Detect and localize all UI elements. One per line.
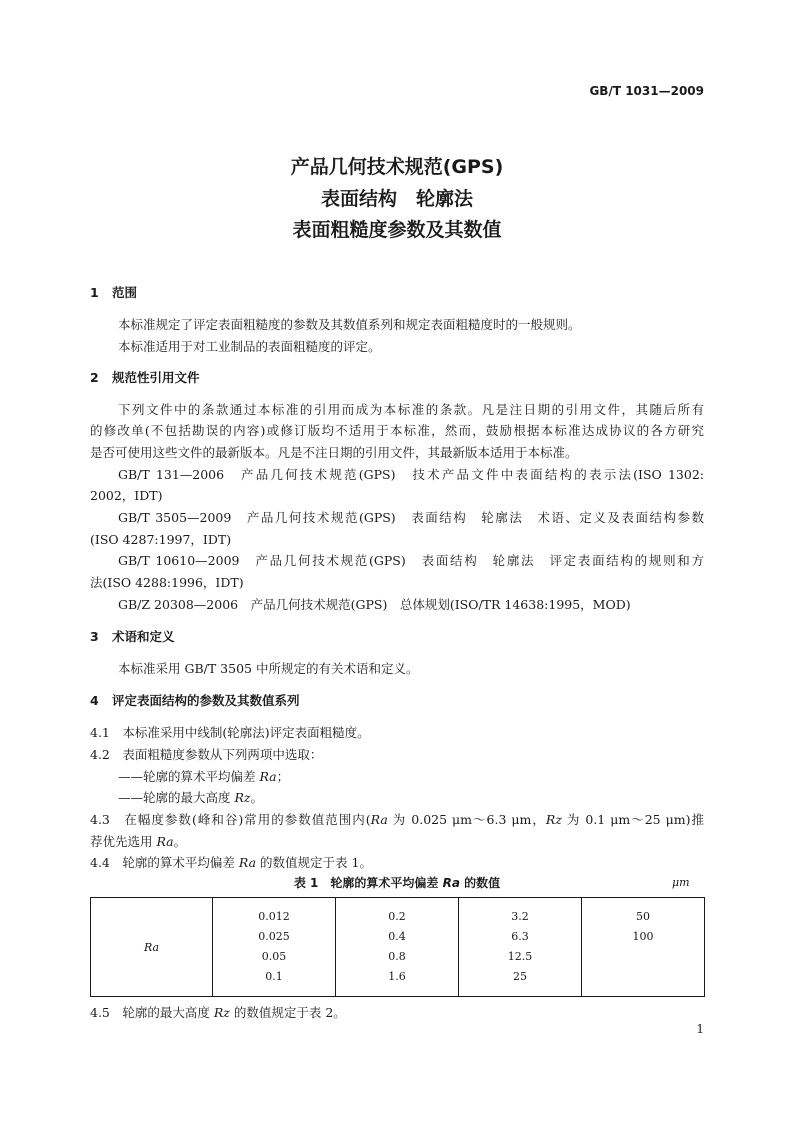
table-value: 0.1 [265,970,283,983]
clause-4-5 [90,1003,346,1021]
list-item [118,788,263,806]
table-value: 6.3 [511,930,529,943]
table-cell [582,898,705,997]
paragraph-line: 下列文件中的条款通过本标准的引用而成为本标准的条款。凡是注日期的引用文件，其随后所有 [118,402,704,417]
clause-text: 。 [173,834,187,849]
reference-line: GB/T 3505—2009 产品几何技术规范(GPS) 表面结构 轮廓法 术语、定义及表面结构参数 [118,510,704,525]
reference-line: (ISO 4287:1997，IDT) [90,532,232,547]
parameter-symbol: Ra [238,855,257,870]
caption-text: 的数值 [459,876,501,890]
row-label: Ra [143,940,160,954]
clause-4-3-line-1 [90,810,704,828]
reference-line: GB/T 131—2006 产品几何技术规范(GPS) 技术产品文件中表面结构的表示法(ISO 1302: [118,467,704,482]
table-value: 25 [513,970,527,983]
table-value: 3.2 [511,910,529,923]
table-value: 0.05 [261,950,287,963]
table-value: 0.2 [388,910,406,923]
list-item [118,767,289,785]
clause-text: 本标准采用中线制(轮廓法)评定表面粗糙度。 [122,725,370,740]
section-title: 术语和定义 [112,629,175,644]
clause-text: 的数值规定于表 2。 [229,1005,346,1020]
parameter-symbol: Ra [259,769,277,784]
parameter-symbol: Rz [234,790,251,805]
list-item-text: ——轮廓的算术平均偏差 [118,769,260,784]
table-value: 50 [636,910,650,923]
clause-text: 为 0.025 μm～6.3 μm， [387,812,546,827]
table-value-empty [582,947,704,967]
section-number: 4 [90,693,99,708]
caption-text: 表 1 轮廓的算术平均偏差 [293,876,443,890]
title-line-2: 表面结构 轮廓法 [320,188,473,210]
reference-line: 法(ISO 4288:1996，IDT) [90,575,244,590]
clause-text: 为 0.1 μm～25 μm)推 [561,812,704,827]
list-item-text: ； [276,769,290,784]
table-value: 1.6 [388,970,406,983]
table-value: 100 [632,930,654,943]
clause-number: 4.4 [90,855,110,870]
clause-text: 轮廓的最大高度 [122,1005,214,1020]
section-4-heading [90,691,300,709]
clause-4-1 [90,723,370,741]
clause-4-2 [90,745,322,763]
clause-number: 4.2 [90,747,110,762]
table-value-empty [582,967,704,987]
table-value: 0.025 [258,930,290,943]
section-number: 3 [90,629,99,644]
section-title: 范围 [112,285,138,300]
section-title: 评定表面结构的参数及其数值系列 [112,693,300,708]
section-2-heading [90,368,200,386]
parameter-symbol: Rz [213,1005,230,1020]
paragraph: 本标准规定了评定表面粗糙度的参数及其数值系列和规定表面粗糙度时的一般规则。 [118,317,581,332]
clause-4-4 [90,853,372,871]
clause-text: 表面粗糙度参数从下列两项中选取： [122,747,323,762]
section-3-heading [90,627,175,645]
clause-text: 在幅度参数(峰和谷)常用的参数值范围内( [124,812,371,827]
table-cell [213,898,336,997]
table-value: 0.8 [388,950,406,963]
clause-text: 轮廓的算术平均偏差 [122,855,239,870]
table-row [91,898,705,997]
reference-line: GB/T 10610—2009 产品几何技术规范(GPS) 表面结构 轮廓法 评定表面结构的规则和方 [118,553,704,568]
clause-number: 4.1 [90,725,110,740]
parameter-symbol: Ra [442,876,460,890]
title-line-3: 表面粗糙度参数及其数值 [292,219,502,241]
paragraph-line: 是否可使用这些文件的最新版本。凡是不注日期的引用文件，其最新版本适用于本标准。 [90,445,578,460]
title-line-1: 产品几何技术规范(GPS) [290,156,504,178]
table-value: 12.5 [507,950,533,963]
list-item-text: 。 [250,790,263,805]
clause-4-3-line-2 [90,832,186,850]
section-title: 规范性引用文件 [112,370,200,385]
reference-line: GB/Z 20308—2006 产品几何技术规范(GPS) 总体规划(ISO/TR 14638:1995，MOD) [118,597,631,612]
table-cell [336,898,459,997]
section-number: 2 [90,370,99,385]
paragraph: 本标准适用于对工业制品的表面粗糙度的评定。 [118,339,381,354]
table-cell [459,898,582,997]
section-1-heading [90,283,137,301]
parameter-symbol: Rz [545,812,562,827]
table-value: 0.012 [258,910,290,923]
paragraph: 本标准采用 GB/T 3505 中所规定的有关术语和定义。 [118,661,419,676]
reference-line: 2002，IDT) [90,488,163,503]
clause-number: 4.5 [90,1005,110,1020]
paragraph-line: 的修改单(不包括勘误的内容)或修订版均不适用于本标准，然而，鼓励根据本标准达成协议的各方研究 [90,423,704,438]
page-number: 1 [696,1022,704,1036]
parameter-symbol: Ra [156,834,174,849]
parameter-symbol: Ra [370,812,388,827]
section-number: 1 [90,285,99,300]
clause-text: 荐优先选用 [90,834,157,849]
clause-text: 的数值规定于表 1。 [256,855,372,870]
clause-number: 4.3 [90,812,110,827]
table-value: 0.4 [388,930,406,943]
table-1 [90,897,705,997]
row-label-cell [91,898,213,997]
list-item-text: ——轮廓的最大高度 [118,790,235,805]
standard-number: GB/T 1031—2009 [589,84,704,98]
table-unit: μm [672,876,690,889]
